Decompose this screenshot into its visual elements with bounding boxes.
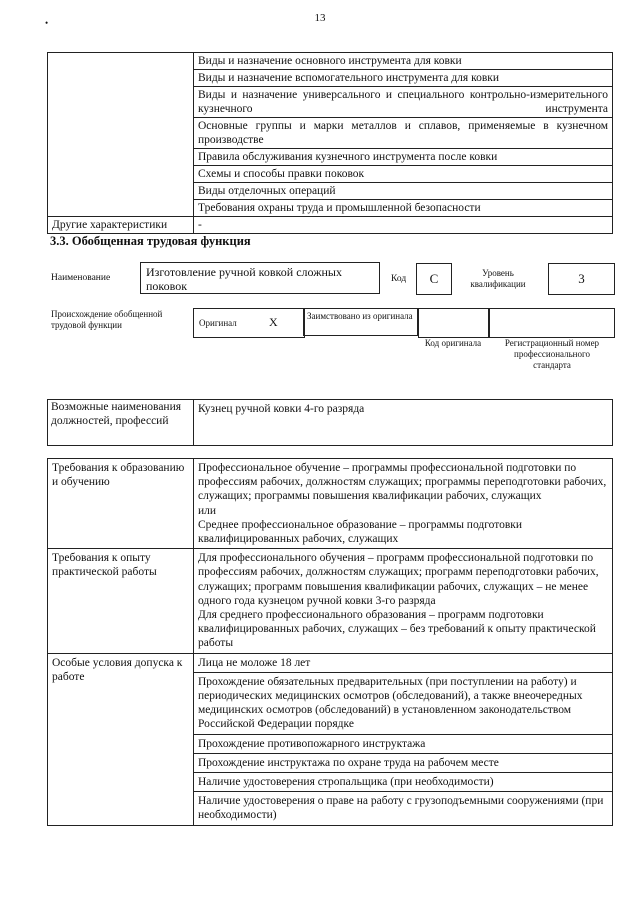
condition-item: Наличие удостоверения о праве на работу с грузоподъемными сооружениями (при необходимости) bbox=[194, 792, 613, 825]
education-label: Требования к образованию и обучению bbox=[48, 459, 194, 549]
experience-text-2: Для среднего профессионального образования – программ подготовки квалифицированных рабочих, служащих – без требований к опыту практической работы bbox=[198, 609, 596, 650]
name-label: Наименование bbox=[51, 273, 111, 283]
knowledge-row: Виды отделочных операций bbox=[194, 183, 613, 200]
conditions-label: Особые условия допуска к работе bbox=[48, 653, 194, 825]
condition-item: Прохождение обязательных предварительных (при поступлении на работу) и периодических медицинских осмотров (обследований), а также внеочередных медицинских осмотров (обследований) в установленном законодательством Российской Федерации порядке bbox=[194, 672, 613, 734]
original-mark: X bbox=[269, 315, 278, 329]
condition-item: Лица не моложе 18 лет bbox=[194, 653, 613, 672]
education-or: или bbox=[198, 504, 217, 517]
condition-item: Прохождение противопожарного инструктажа bbox=[194, 734, 613, 753]
positions-label: Возможные наименования должностей, профессий bbox=[48, 400, 194, 446]
page-number: 13 bbox=[314, 12, 326, 24]
positions-value: Кузнец ручной ковки 4-го разряда bbox=[194, 400, 613, 446]
knowledge-row: Виды и назначение вспомогательного инструмента для ковки bbox=[194, 70, 613, 87]
condition-item: Наличие удостоверения стропальщика (при необходимости) bbox=[194, 773, 613, 792]
section-title: 3.3. Обобщенная трудовая функция bbox=[50, 234, 251, 248]
original-label: Оригинал bbox=[199, 318, 237, 328]
other-characteristics-label: Другие характеристики bbox=[48, 217, 194, 234]
borrowed-box: Заимствовано из оригинала bbox=[303, 308, 418, 336]
knowledge-row: Виды и назначение основного инструмента для ковки bbox=[194, 53, 613, 70]
knowledge-row: Основные группы и марки металлов и сплавов, применяемые в кузнечном производстве bbox=[194, 118, 613, 149]
knowledge-table bbox=[47, 52, 613, 234]
code-label: Код bbox=[391, 274, 407, 284]
education-cell bbox=[194, 459, 613, 549]
level-value-box: 3 bbox=[548, 263, 615, 295]
reg-number-box bbox=[488, 308, 615, 338]
origin-label: Происхождение обобщенной трудовой функции bbox=[51, 309, 163, 330]
knowledge-row: Виды и назначение универсального и специального контрольно-измерительного кузнечного инструмента bbox=[194, 87, 613, 118]
function-name-box: Изготовление ручной ковкой сложных поковок bbox=[140, 262, 380, 294]
condition-item: Прохождение инструктажа по охране труда на рабочем месте bbox=[194, 753, 613, 772]
positions-table bbox=[47, 399, 613, 446]
experience-label: Требования к опыту практической работы bbox=[48, 549, 194, 653]
other-characteristics-value: - bbox=[194, 217, 613, 234]
requirements-table bbox=[47, 458, 613, 826]
scan-dot: • bbox=[45, 18, 49, 28]
original-box bbox=[193, 308, 305, 338]
code-original-caption: Код оригинала bbox=[424, 338, 482, 348]
reg-number-caption: Регистрационный номер профессионального стандарта bbox=[504, 338, 600, 370]
code-original-box bbox=[418, 308, 490, 338]
level-label: Уровень квалификации bbox=[470, 268, 526, 289]
knowledge-row: Схемы и способы правки поковок bbox=[194, 166, 613, 183]
knowledge-row: Требования охраны труда и промышленной безопасности bbox=[194, 200, 613, 217]
knowledge-label-cell bbox=[48, 53, 194, 217]
experience-cell bbox=[194, 549, 613, 653]
knowledge-row: Правила обслуживания кузнечного инструмента после ковки bbox=[194, 149, 613, 166]
experience-text: Для профессионального обучения – программ профессиональной подготовки по профессиям рабочих, должностям служащих; программ переподготовки рабочих, служащих; программ повышения квалификации рабочих, служащих – не менее одного года кузнецом ручной ковки 3-го разряда bbox=[198, 552, 599, 607]
education-text-2: Среднее профессиональное образование – программы подготовки квалифицированных рабочих, служащих bbox=[198, 518, 523, 546]
code-value-box: C bbox=[416, 263, 452, 295]
education-text: Профессиональное обучение – программы профессиональной подготовки по профессиям рабочих, должностям служащих; программы переподготовки рабочих, служащих; программы повышения квалификации рабочих, служащих bbox=[198, 462, 607, 503]
